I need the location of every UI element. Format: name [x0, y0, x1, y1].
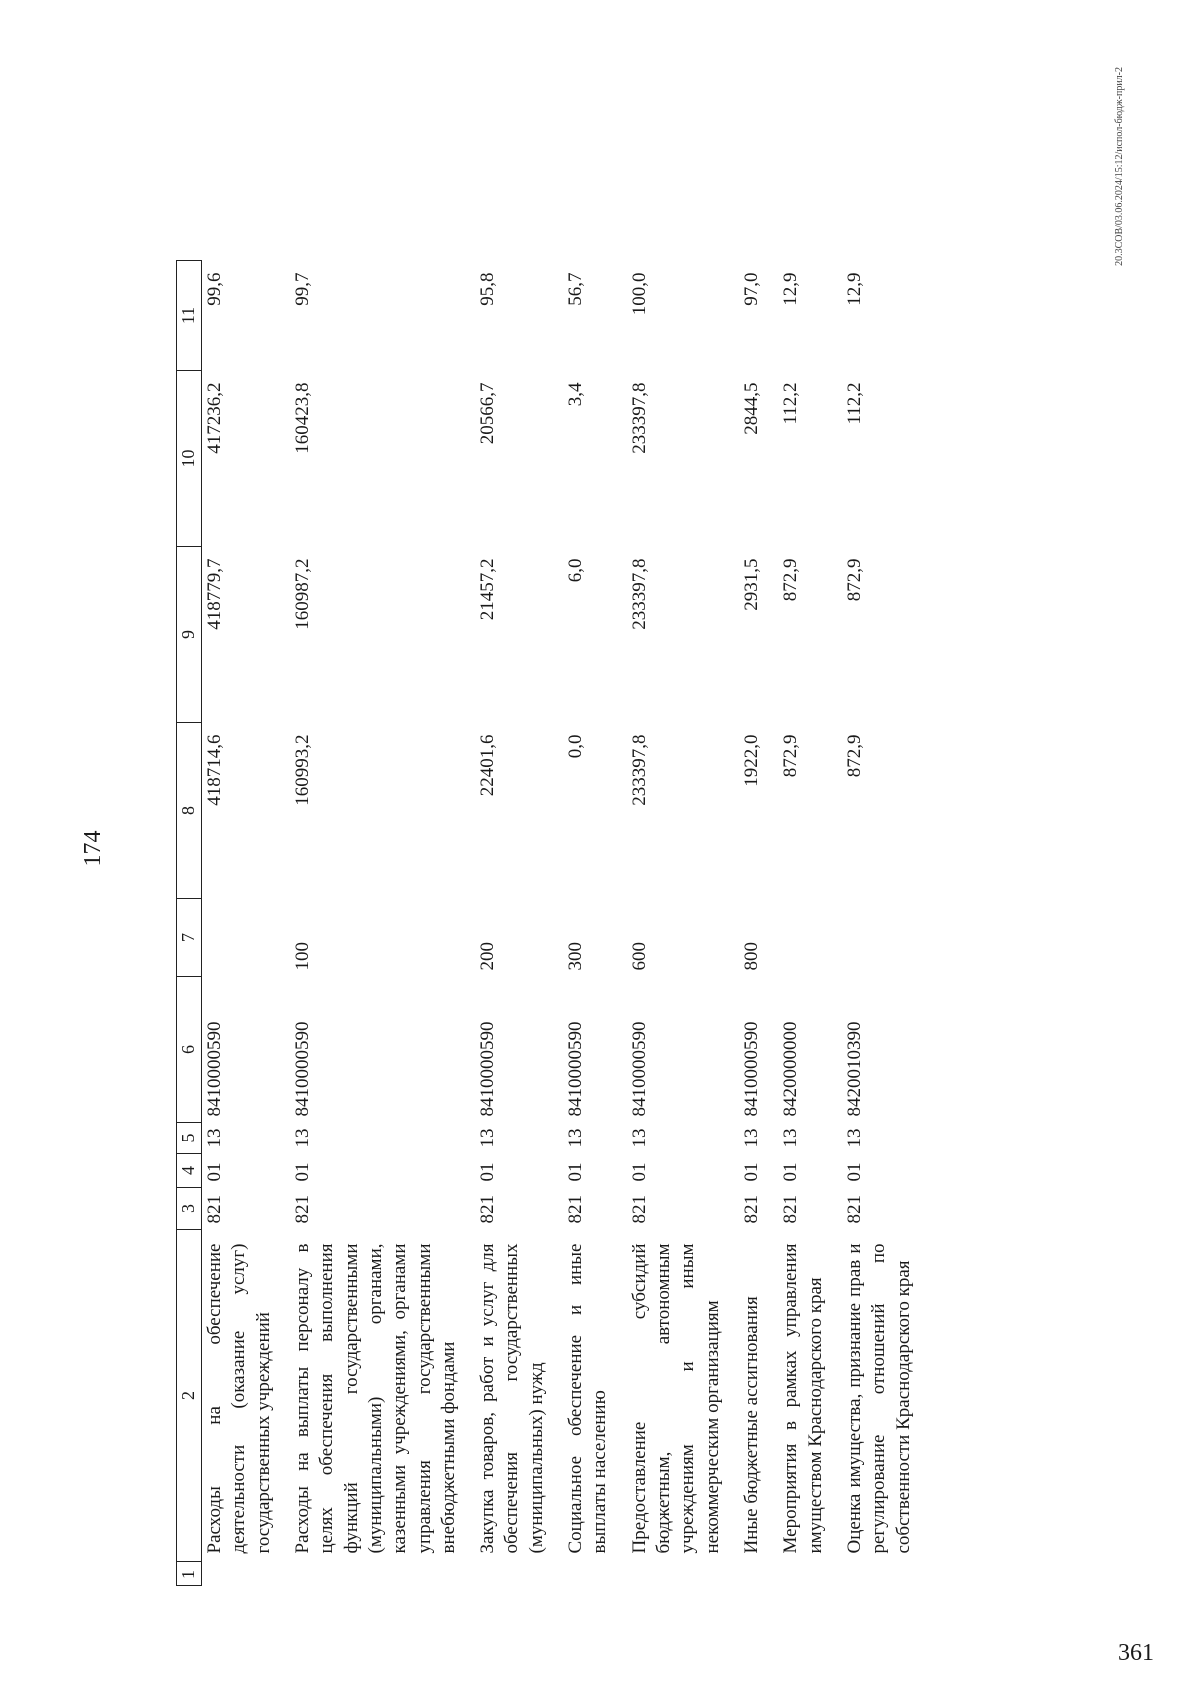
cell-target-article: 8420000000	[780, 1021, 802, 1117]
cell-target-article: 8410000590	[628, 1021, 650, 1117]
cell-section: 01	[780, 1162, 802, 1182]
cell-budget-list: 418779,7	[204, 558, 225, 630]
cell-description: Оценка имущества, признание прав и регулирование отношений по собственности Краснодарского края	[843, 1243, 914, 1554]
cell-expense-type: 100	[291, 942, 313, 971]
page-number-top: 174	[80, 830, 106, 867]
cell-executed: 233397,8	[628, 382, 650, 454]
cell-percent: 12,9	[780, 272, 802, 306]
cell-executed: 112,2	[780, 382, 802, 425]
cell-index	[842, 1562, 930, 1586]
header-cell: 9	[177, 547, 202, 723]
cell-description: Мероприятия в рамках управления имуществом Краснодарского края	[780, 1243, 826, 1554]
cell-approved: 418714,6	[204, 734, 225, 806]
budget-table	[176, 260, 930, 1586]
cell-percent: 99,7	[291, 272, 313, 306]
cell-ministry-code: 821	[740, 1195, 762, 1224]
cell-section: 01	[843, 1162, 865, 1182]
table-row	[563, 261, 627, 1586]
cell-percent: 100,0	[628, 272, 650, 316]
cell-expense-type: 200	[477, 942, 499, 971]
cell-approved: 233397,8	[628, 734, 650, 806]
table-row	[739, 261, 778, 1586]
cell-ministry-code: 821	[780, 1195, 802, 1224]
cell-subsection: 13	[204, 1128, 225, 1148]
cell-expense-type: 600	[628, 942, 650, 971]
cell-section: 01	[565, 1162, 587, 1182]
cell-ministry-code: 821	[477, 1195, 499, 1224]
cell-budget-list: 6,0	[565, 558, 587, 583]
cell-subsection: 13	[291, 1128, 313, 1148]
header-cell: 4	[177, 1154, 202, 1188]
cell-section: 01	[628, 1162, 650, 1182]
cell-subsection: 13	[477, 1128, 499, 1148]
cell-description: Расходы на выплаты персоналу в целях обеспечения выполнения функций государственными (муниципальными) органами, казенными учреждениями, органами управления государственными внебюджетными фондами	[291, 1243, 459, 1554]
cell-section: 01	[740, 1162, 762, 1182]
cell-index	[290, 1562, 475, 1586]
page-number-bottom: 361	[1118, 1640, 1154, 1666]
cell-approved: 160993,2	[291, 734, 313, 806]
cell-percent: 95,8	[477, 272, 499, 306]
cell-index	[202, 1562, 290, 1586]
cell-target-article: 8420010390	[843, 1021, 865, 1117]
cell-executed: 112,2	[843, 382, 865, 425]
cell-description: Расходы на обеспечение деятельности (оказание услуг) государственных учреждений	[204, 1243, 274, 1554]
cell-expense-type	[778, 899, 842, 977]
header-cell: 1	[177, 1562, 202, 1586]
cell-target-article: 8410000590	[477, 1021, 499, 1117]
header-cell: 2	[177, 1230, 202, 1562]
table-row	[842, 261, 930, 1586]
table-row	[475, 261, 563, 1586]
cell-approved: 872,9	[780, 734, 802, 778]
cell-target-article: 8410000590	[204, 1021, 225, 1117]
cell-section: 01	[204, 1162, 225, 1182]
cell-description: Предоставление субсидий бюджетным, автономным учреждениям и иным некоммерческим организациям	[628, 1243, 723, 1554]
cell-budget-list: 160987,2	[291, 558, 313, 630]
cell-executed: 417236,2	[204, 382, 225, 454]
cell-ministry-code: 821	[204, 1195, 225, 1224]
header-cell: 6	[177, 977, 202, 1123]
cell-budget-list: 2931,5	[740, 558, 762, 611]
cell-index	[739, 1562, 778, 1586]
header-cell: 3	[177, 1188, 202, 1230]
cell-target-article: 8410000590	[565, 1021, 587, 1117]
table-row	[290, 261, 475, 1586]
cell-target-article: 8410000590	[740, 1021, 762, 1117]
cell-approved: 872,9	[843, 734, 865, 778]
cell-description: Социальное обеспечение и иные выплаты населению	[565, 1243, 611, 1554]
document-footer-code: 20.3СОВ/03.06.2024/15:12/испол-бюдж-прил-2	[1114, 67, 1125, 266]
header-cell: 8	[177, 723, 202, 899]
cell-percent: 12,9	[843, 272, 865, 306]
cell-executed: 160423,8	[291, 382, 313, 454]
table-row	[778, 261, 842, 1586]
header-cell: 10	[177, 371, 202, 547]
cell-percent: 97,0	[740, 272, 762, 306]
cell-subsection: 13	[780, 1128, 802, 1148]
table-header-row	[177, 261, 202, 1586]
cell-index	[563, 1562, 627, 1586]
cell-executed: 20566,7	[477, 382, 499, 445]
cell-approved: 0,0	[565, 734, 587, 759]
header-cell: 11	[177, 261, 202, 371]
cell-percent: 99,6	[204, 272, 225, 306]
cell-ministry-code: 821	[291, 1195, 313, 1224]
cell-executed: 2844,5	[740, 382, 762, 435]
cell-approved: 1922,0	[740, 734, 762, 787]
cell-expense-type: 300	[565, 942, 587, 971]
cell-expense-type	[842, 899, 930, 977]
cell-ministry-code: 821	[843, 1195, 865, 1224]
cell-approved: 22401,6	[477, 734, 499, 797]
cell-description: Иные бюджетные ассигнования	[740, 1296, 762, 1554]
cell-subsection: 13	[843, 1128, 865, 1148]
cell-index	[475, 1562, 563, 1586]
cell-subsection: 13	[628, 1128, 650, 1148]
cell-subsection: 13	[565, 1128, 587, 1148]
cell-percent: 56,7	[565, 272, 587, 306]
cell-ministry-code: 821	[628, 1195, 650, 1224]
header-cell: 5	[177, 1123, 202, 1154]
cell-budget-list: 872,9	[780, 558, 802, 602]
cell-index	[627, 1562, 739, 1586]
cell-budget-list: 21457,2	[477, 558, 499, 621]
cell-subsection: 13	[740, 1128, 762, 1148]
table-row	[202, 261, 290, 1586]
cell-budget-list: 872,9	[843, 558, 865, 602]
cell-expense-type: 800	[740, 942, 762, 971]
cell-section: 01	[291, 1162, 313, 1182]
cell-section: 01	[477, 1162, 499, 1182]
cell-index	[778, 1562, 842, 1586]
header-cell: 7	[177, 899, 202, 977]
table-row	[627, 261, 739, 1586]
cell-expense-type	[202, 899, 290, 977]
cell-description: Закупка товаров, работ и услуг для обеспечения государственных (муниципальных) нужд	[477, 1243, 547, 1554]
cell-executed: 3,4	[565, 382, 587, 407]
cell-target-article: 8410000590	[291, 1021, 313, 1117]
cell-budget-list: 233397,8	[628, 558, 650, 630]
cell-ministry-code: 821	[565, 1195, 587, 1224]
